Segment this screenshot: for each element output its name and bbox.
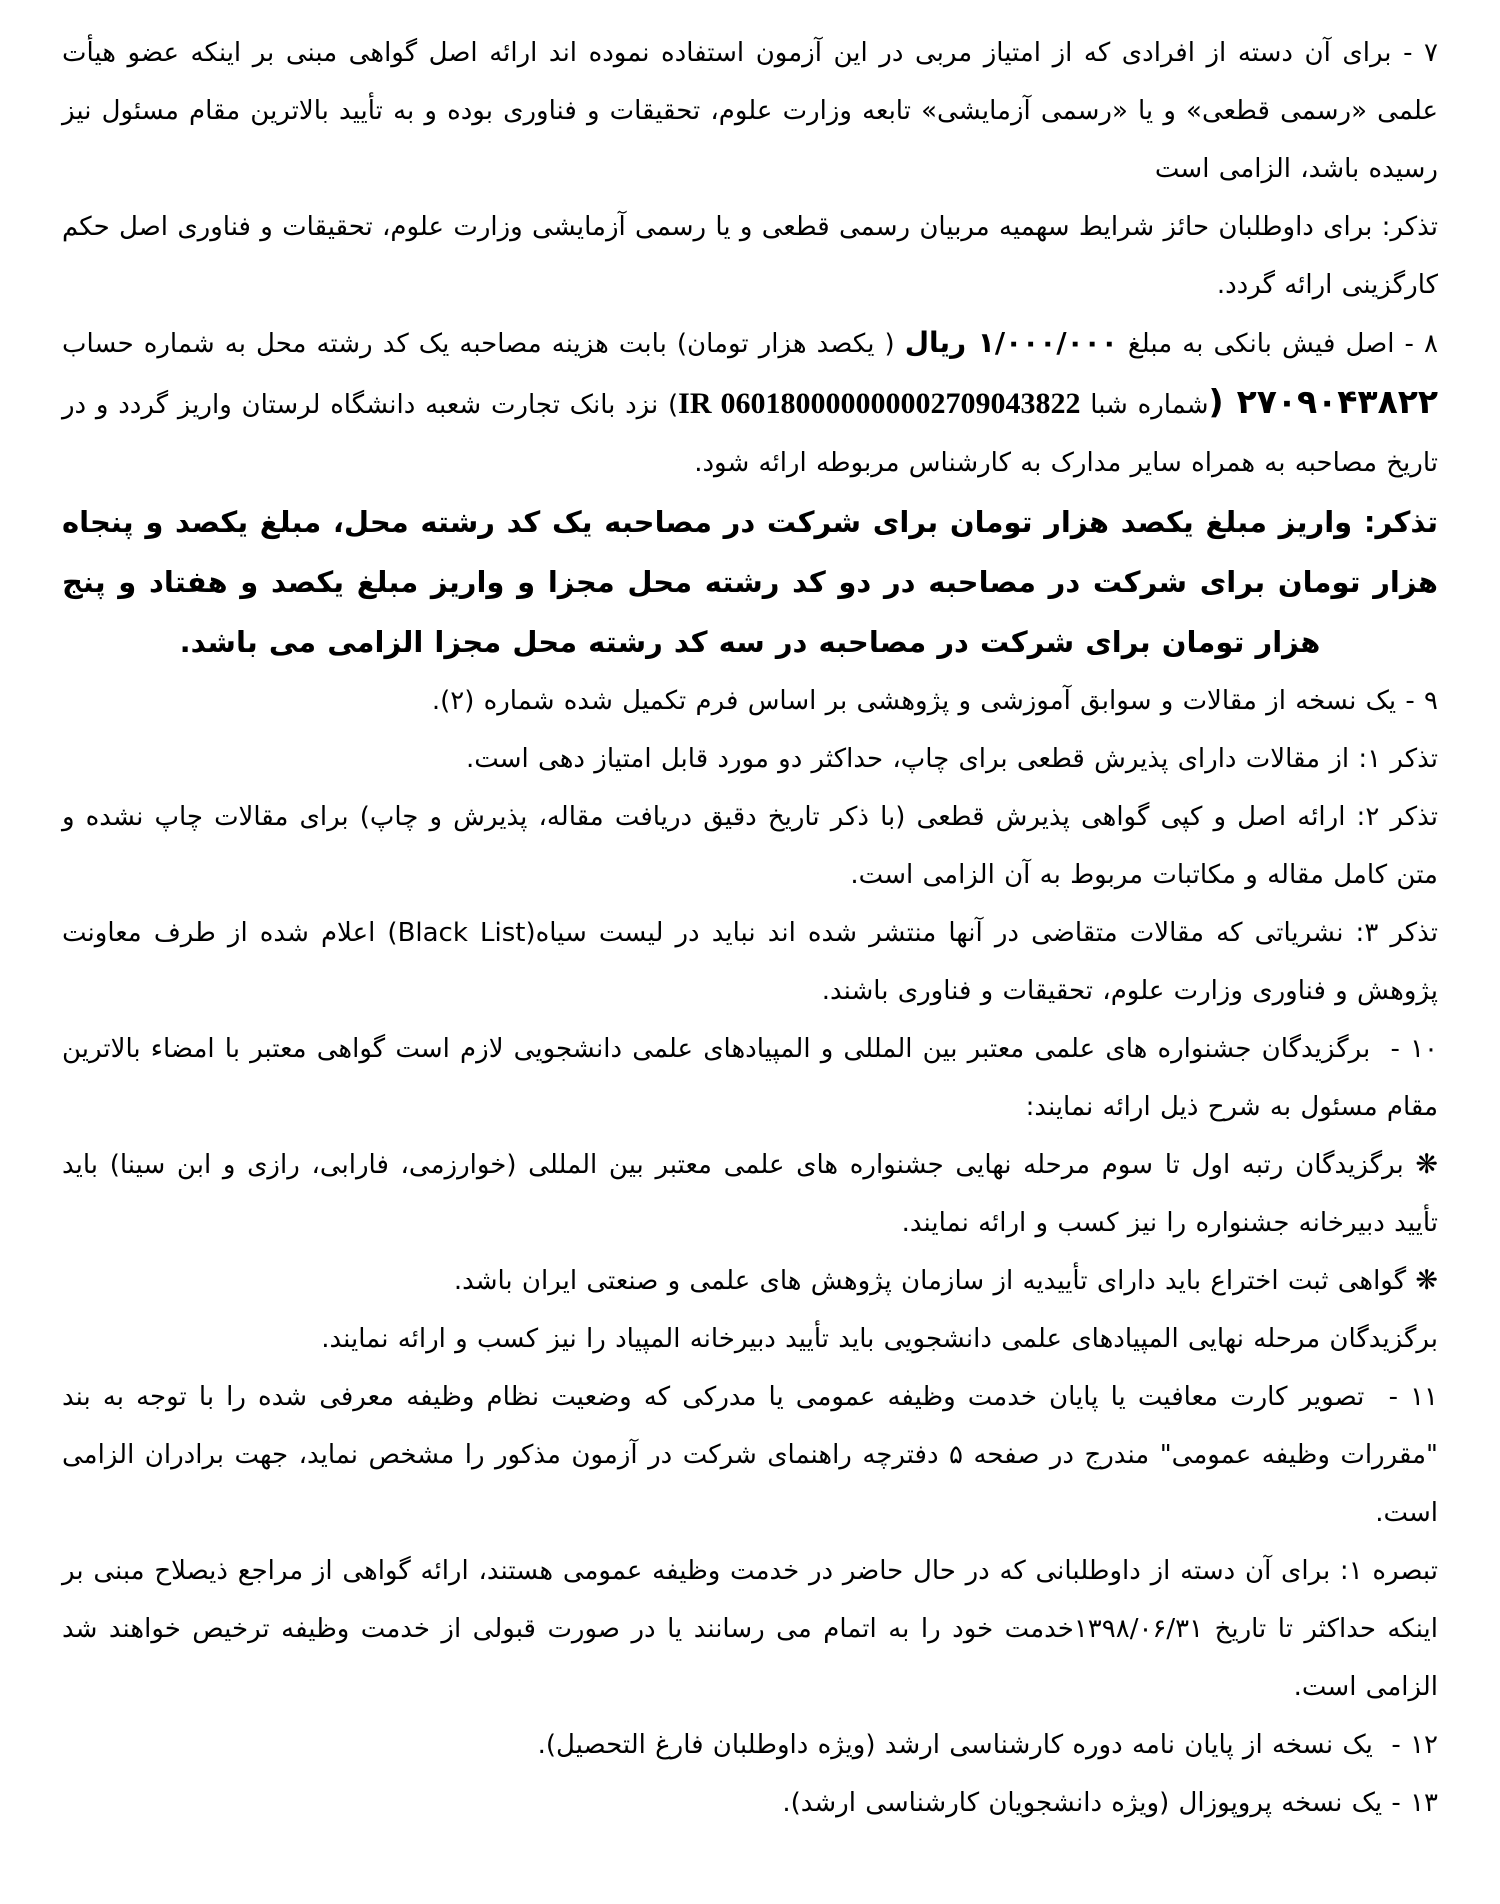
item-11 <box>52 1368 1438 1542</box>
text-run: ۹ - یک نسخه از مقالات و سوابق آموزشی و پژوهشی بر اساس فرم تکمیل شده شماره (۲). <box>431 686 1438 716</box>
item-7 <box>52 24 1438 198</box>
bullet-festival-winners <box>52 1136 1438 1252</box>
text-run: ۲۷۰۹۰۴۳۸۲۲ ( <box>1208 382 1439 421</box>
asterisk-icon: ❋ <box>1415 1149 1438 1180</box>
note-item-7 <box>52 198 1438 314</box>
text-run: تذکر ۳: نشریاتی که مقالات متقاضی در آنها منتشر شده اند نباید در لیست سیاه(Black List) اعلام شده از طرف معاونت پژوهش و فناوری وزارت علوم، تحقیقات و فناوری باشند. <box>52 918 1438 1006</box>
text-run: ۸ - اصل فیش بانکی به مبلغ <box>1117 329 1438 359</box>
text-run: ۷ - برای آن دسته از افرادی که از امتیاز مربی در این آزمون استفاده نموده اند ارائه اصل گواهی مبنی بر اینکه عضو هیأت علمی «رسمی قطعی» و یا «رسمی آزمایشی» تابعه وزارت علوم، تحقیقات و فناوری بوده و به تأیید بالاترین مقام مسئول نیز رسیده باشد، الزامی است <box>52 38 1438 184</box>
item-13 <box>62 1774 1438 1832</box>
text-run: ) نزد بانک تجارت شعبه دانشگاه لرستان واریز گردد و در تاریخ مصاحبه به همراه سایر مدارک به کارشناس مربوطه ارائه شود. <box>52 390 1438 478</box>
text-run: ۱۰ - برگزیدگان جشنواره های علمی معتبر بین المللی و المپیادهای علمی دانشجویی لازم است گواهی معتبر با امضاء بالاترین مقام مسئول به شرح ذیل ارائه نمایند: <box>52 1034 1438 1122</box>
note-9-2 <box>52 788 1439 904</box>
text-run: برگزیدگان مرحله نهایی المپیادهای علمی دانشجویی باید تأیید دبیرخانه المپیاد را نیز کسب و ارائه نمایند. <box>321 1324 1438 1354</box>
text-run: ۱۲ - یک نسخه از پایان نامه دوره کارشناسی ارشد (ویژه داوطلبان فارغ التحصیل). <box>537 1730 1438 1760</box>
text-run: ( یکصد هزار تومان) بابت هزینه مصاحبه یک کد رشته محل به شماره حساب <box>52 329 905 359</box>
item-10 <box>52 1020 1438 1136</box>
text-run: ۱۳ - یک نسخه پروپوزال (ویژه دانشجویان کارشناسی ارشد). <box>782 1788 1438 1818</box>
text-run: ۱۱ - تصویر کارت معافیت یا پایان خدمت وظیفه عمومی یا مدرکی که وضعیت نظام وظیفه معرفی شده را با توجه به بند "مقررات وظیفه عمومی" مندرج در صفحه ۵ دفترچه راهنمای شرکت در آزمون مذکور را مشخص نماید، جهت برادران الزامی است. <box>52 1382 1438 1528</box>
item-9 <box>62 672 1438 730</box>
text-run: گواهی ثبت اختراع باید دارای تأییدیه از سازمان پژوهش های علمی و صنعتی ایران باشد. <box>453 1266 1416 1296</box>
note-deposit <box>50 492 1438 672</box>
tabsereh-1 <box>52 1542 1438 1716</box>
text-run: تذکر: واریز مبلغ یکصد هزار تومان برای شرکت در مصاحبه یک کد رشته محل، مبلغ یکصد و پنجاه هزار تومان برای شرکت در مصاحبه در دو کد رشته محل مجزا و واریز مبلغ یکصد و هفتاد و پنج هزار تومان برای شرکت در مصاحبه در سه کد رشته محل مجزا الزامی می باشد. <box>50 505 1438 659</box>
text-run: تذکر ۱: از مقالات دارای پذیرش قطعی برای چاپ، حداکثر دو مورد قابل امتیاز دهی است. <box>465 744 1438 774</box>
text-run: تبصره ۱: برای آن دسته از داوطلبانی که در حال حاضر در خدمت وظیفه عمومی هستند، ارائه گواهی از مراجع ذیصلاح مبنی بر اینکه حداکثر تا تاریخ ۱۳۹۸/۰۶/۳۱خدمت خود را به اتمام می رسانند یا در صورت قبولی از خدمت وظیفه ترخیص خواهند شد الزامی است. <box>52 1556 1438 1702</box>
olympiad-note <box>62 1310 1438 1368</box>
note-9-1 <box>62 730 1438 788</box>
bullet-patent-certificate <box>62 1252 1438 1310</box>
text-run: تذکر ۲: ارائه اصل و کپی گواهی پذیرش قطعی (با ذکر تاریخ دقیق دریافت مقاله، پذیرش و چاپ) برای مقالات چاپ نشده و متن کامل مقاله و مکاتبات مربوط به آن الزامی است. <box>52 802 1439 890</box>
asterisk-icon: ❋ <box>1415 1265 1438 1296</box>
document-body <box>50 24 1439 1832</box>
item-8 <box>52 314 1439 492</box>
text-run: برگزیدگان رتبه اول تا سوم مرحله نهایی جشنواره های علمی معتبر بین المللی (خوارزمی، فارابی، رازی و ابن سینا) باید تأیید دبیرخانه جشنواره را نیز کسب و ارائه نمایند. <box>52 1150 1438 1238</box>
note-9-3 <box>52 904 1438 1020</box>
text-run: IR 060180000000002709043822 <box>678 387 1081 420</box>
text-run: ۱/۰۰۰/۰۰۰ ریال <box>904 326 1118 359</box>
item-12 <box>62 1716 1438 1774</box>
text-run: تذکر: برای داوطلبان حائز شرایط سهمیه مربیان رسمی قطعی و یا رسمی آزمایشی وزارت علوم، تحقیقات و فناوری اصل حکم کارگزینی ارائه گردد. <box>52 212 1438 300</box>
text-run: شماره شبا <box>1080 390 1209 420</box>
